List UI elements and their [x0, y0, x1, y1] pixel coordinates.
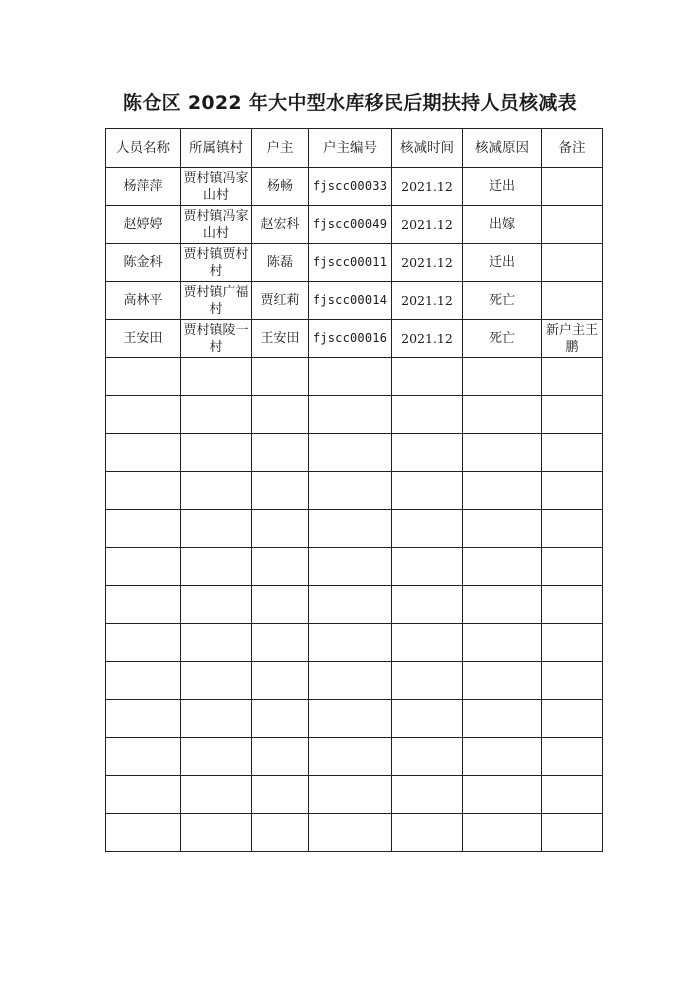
empty-cell: [181, 358, 252, 396]
empty-cell: [542, 548, 603, 586]
empty-cell: [463, 586, 542, 624]
empty-cell: [309, 586, 392, 624]
cell-time: 2021.12: [392, 282, 463, 320]
cell-village: 贾村镇贾村村: [181, 244, 252, 282]
cell-code: fjscc00033: [309, 168, 392, 206]
empty-table-row: [106, 586, 603, 624]
empty-cell: [463, 624, 542, 662]
empty-cell: [309, 510, 392, 548]
reduction-table: [105, 128, 603, 852]
empty-cell: [309, 358, 392, 396]
empty-cell: [252, 814, 309, 852]
empty-cell: [392, 396, 463, 434]
empty-cell: [106, 586, 181, 624]
empty-cell: [542, 358, 603, 396]
empty-cell: [181, 814, 252, 852]
cell-village: 贾村镇广福村: [181, 282, 252, 320]
empty-cell: [106, 738, 181, 776]
header-village: 所属镇村: [181, 129, 252, 168]
empty-cell: [252, 396, 309, 434]
header-reduction-time: 核减时间: [392, 129, 463, 168]
cell-remark: 新户主王鹏: [542, 320, 603, 358]
empty-cell: [106, 548, 181, 586]
empty-cell: [106, 662, 181, 700]
empty-table-row: [106, 510, 603, 548]
empty-table-row: [106, 776, 603, 814]
cell-code: fjscc00011: [309, 244, 392, 282]
empty-cell: [181, 776, 252, 814]
empty-cell: [106, 434, 181, 472]
empty-cell: [463, 814, 542, 852]
empty-cell: [181, 738, 252, 776]
cell-householder: 贾红莉: [252, 282, 309, 320]
empty-table-row: [106, 358, 603, 396]
cell-householder: 王安田: [252, 320, 309, 358]
empty-table-row: [106, 472, 603, 510]
cell-name: 高林平: [106, 282, 181, 320]
empty-cell: [309, 472, 392, 510]
empty-cell: [106, 700, 181, 738]
empty-cell: [542, 586, 603, 624]
empty-cell: [309, 548, 392, 586]
empty-table-row: [106, 548, 603, 586]
empty-cell: [181, 510, 252, 548]
empty-cell: [542, 738, 603, 776]
empty-cell: [309, 434, 392, 472]
empty-cell: [392, 662, 463, 700]
empty-cell: [309, 396, 392, 434]
empty-table-row: [106, 624, 603, 662]
empty-cell: [463, 548, 542, 586]
empty-cell: [392, 358, 463, 396]
empty-cell: [542, 700, 603, 738]
empty-cell: [542, 624, 603, 662]
empty-cell: [463, 358, 542, 396]
empty-cell: [463, 776, 542, 814]
empty-cell: [181, 662, 252, 700]
empty-cell: [252, 358, 309, 396]
page-title: 陈仓区 2022 年大中型水库移民后期扶持人员核减表: [123, 92, 577, 114]
empty-cell: [252, 510, 309, 548]
empty-cell: [106, 776, 181, 814]
empty-table-row: [106, 434, 603, 472]
empty-cell: [392, 624, 463, 662]
empty-cell: [309, 700, 392, 738]
empty-table-row: [106, 700, 603, 738]
empty-cell: [181, 700, 252, 738]
empty-cell: [463, 662, 542, 700]
empty-cell: [309, 776, 392, 814]
empty-cell: [542, 434, 603, 472]
empty-cell: [392, 586, 463, 624]
cell-reason: 迁出: [463, 168, 542, 206]
empty-cell: [106, 396, 181, 434]
table-row: [106, 206, 603, 244]
empty-cell: [392, 548, 463, 586]
empty-table-row: [106, 814, 603, 852]
empty-cell: [106, 472, 181, 510]
empty-cell: [542, 814, 603, 852]
empty-table-row: [106, 396, 603, 434]
table-row: [106, 244, 603, 282]
cell-name: 陈金科: [106, 244, 181, 282]
empty-cell: [309, 662, 392, 700]
empty-table-row: [106, 738, 603, 776]
empty-cell: [542, 510, 603, 548]
cell-time: 2021.12: [392, 320, 463, 358]
empty-cell: [392, 434, 463, 472]
empty-cell: [252, 586, 309, 624]
empty-cell: [542, 396, 603, 434]
cell-village: 贾村镇陵一村: [181, 320, 252, 358]
cell-village: 贾村镇冯家山村: [181, 168, 252, 206]
empty-cell: [463, 396, 542, 434]
empty-cell: [252, 662, 309, 700]
empty-cell: [463, 510, 542, 548]
empty-cell: [181, 472, 252, 510]
empty-cell: [106, 510, 181, 548]
empty-cell: [463, 472, 542, 510]
empty-cell: [463, 700, 542, 738]
table-row: [106, 168, 603, 206]
cell-name: 赵婷婷: [106, 206, 181, 244]
cell-code: fjscc00049: [309, 206, 392, 244]
cell-time: 2021.12: [392, 168, 463, 206]
cell-name: 杨萍萍: [106, 168, 181, 206]
empty-cell: [252, 738, 309, 776]
header-householder-code: 户主编号: [309, 129, 392, 168]
empty-cell: [252, 700, 309, 738]
cell-code: fjscc00014: [309, 282, 392, 320]
empty-cell: [542, 662, 603, 700]
table-row: [106, 282, 603, 320]
cell-reason: 迁出: [463, 244, 542, 282]
empty-cell: [542, 472, 603, 510]
cell-reason: 死亡: [463, 282, 542, 320]
empty-cell: [392, 738, 463, 776]
table-row: [106, 320, 603, 358]
empty-cell: [181, 396, 252, 434]
empty-cell: [309, 624, 392, 662]
cell-reason: 出嫁: [463, 206, 542, 244]
table-header-row: [106, 129, 603, 168]
header-reduction-reason: 核减原因: [463, 129, 542, 168]
table-body: [106, 168, 603, 852]
empty-cell: [309, 814, 392, 852]
cell-householder: 赵宏科: [252, 206, 309, 244]
cell-name: 王安田: [106, 320, 181, 358]
empty-cell: [106, 624, 181, 662]
cell-code: fjscc00016: [309, 320, 392, 358]
empty-cell: [542, 776, 603, 814]
cell-time: 2021.12: [392, 206, 463, 244]
empty-table-row: [106, 662, 603, 700]
empty-cell: [309, 738, 392, 776]
header-householder: 户主: [252, 129, 309, 168]
cell-remark: [542, 244, 603, 282]
cell-householder: 陈磊: [252, 244, 309, 282]
cell-remark: [542, 168, 603, 206]
header-remark: 备注: [542, 129, 603, 168]
empty-cell: [252, 548, 309, 586]
empty-cell: [392, 814, 463, 852]
cell-remark: [542, 282, 603, 320]
empty-cell: [392, 472, 463, 510]
empty-cell: [106, 814, 181, 852]
empty-cell: [181, 586, 252, 624]
empty-cell: [392, 510, 463, 548]
cell-householder: 杨畅: [252, 168, 309, 206]
empty-cell: [392, 776, 463, 814]
empty-cell: [252, 776, 309, 814]
empty-cell: [106, 358, 181, 396]
empty-cell: [392, 700, 463, 738]
empty-cell: [252, 472, 309, 510]
cell-remark: [542, 206, 603, 244]
empty-cell: [181, 434, 252, 472]
empty-cell: [252, 434, 309, 472]
cell-village: 贾村镇冯家山村: [181, 206, 252, 244]
empty-cell: [181, 624, 252, 662]
empty-cell: [252, 624, 309, 662]
cell-time: 2021.12: [392, 244, 463, 282]
header-name: 人员名称: [106, 129, 181, 168]
cell-reason: 死亡: [463, 320, 542, 358]
empty-cell: [463, 738, 542, 776]
empty-cell: [181, 548, 252, 586]
empty-cell: [463, 434, 542, 472]
